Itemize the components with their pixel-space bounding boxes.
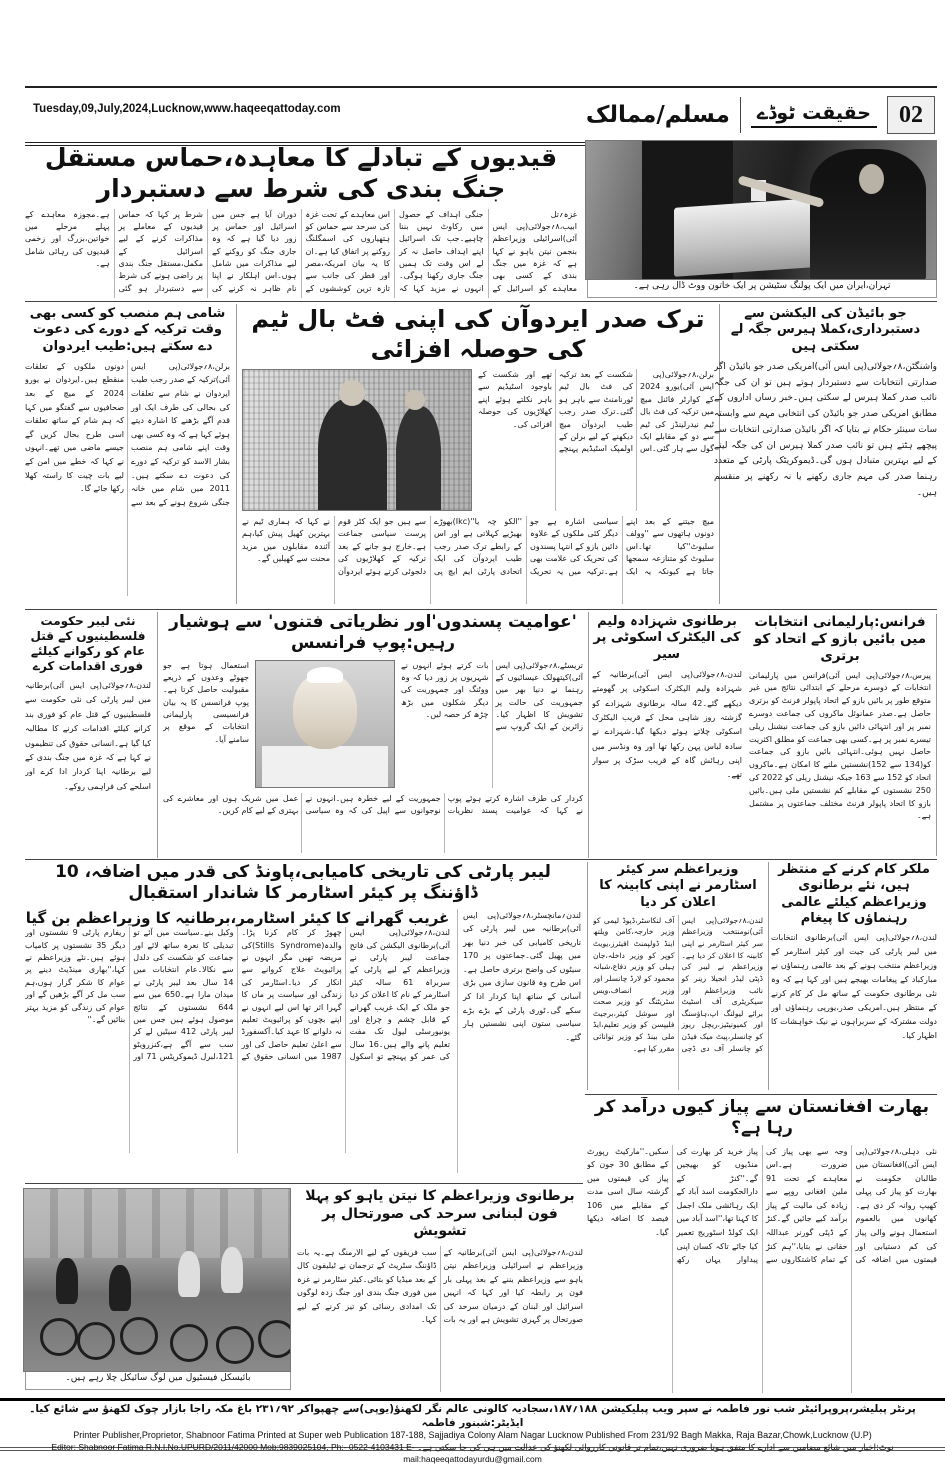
- article-erdogan-syria: [25, 306, 230, 604]
- bicycle-wheel-shape: [216, 1326, 254, 1364]
- article-labour-win: [25, 862, 581, 1180]
- headline-france: فرانس:پارلیمانی انتخابات میں بائیں بازو کے اتحاد کو برتری: [753, 614, 927, 664]
- header-divider: [740, 97, 741, 133]
- erdogan-head-shape: [339, 380, 365, 406]
- cyclists-photo-figure: [25, 1188, 291, 1390]
- article-pope-francis: [157, 612, 589, 858]
- pope-photo: [255, 660, 395, 788]
- bicycle-wheel-shape: [258, 1320, 291, 1358]
- article-biden-harris: [714, 306, 937, 604]
- aliyev-silhouette: [396, 406, 442, 510]
- imprint-footer: [0, 1398, 945, 1465]
- article-starmer-cabinet: [587, 862, 769, 1090]
- article-pm-phone: [297, 1188, 583, 1392]
- headline-william: برطانوی شہزادہ ولیم کی الیکٹرک اسکوٹی پر سیر: [593, 614, 741, 662]
- masthead-logo: حقیقت ٹوڈے: [751, 102, 877, 128]
- article-world-leaders: [771, 862, 937, 1090]
- horizontal-rule: [585, 1094, 937, 1095]
- body-india-onion: نئی دہلی،۸؍جولائی(پی ایس آئی)افغانستان میں طالبان حکومت نے بھارت کو پیاز کی پہلی کھیپ روانہ کر دی ہے۔کھانوں میں بالعموم استعمال ہونے والی پیاز کی کم دستیابی اور قیمتوں میں اضافہ کی وجہ سے بھی پیاز کی ضرورت ہے۔اس معاہدے کے تحت 91 ملین افغانی روپے سے زیادہ کی مالیت کے پیاز برآمد کیے جائیں گے۔کنڑ کے ڈپٹی گورنر عبداللہ حقانی نے بتایا،''ہم کنڑ کے تمام کاشتکاروں سے پیاز خرید کر بھارت کی منڈیوں کو بھیجیں گے۔''کنڑ کے دارالحکومت اسد آباد کے ایک رہائشی ملک اجمل کا کہنا تھا،''اسد آباد میں ایک کولڈ اسٹوریج تعمیر کیا جائے تاکہ کسان اپنی پیداوار یہاں رکھ سکیں۔''مارکیٹ رپورٹ کے مطابق 30 جون کو پیاز کی قیمتوں میں گزشتہ سال اسی مدت کے مقابلے میں 106 فیصد کا اضافہ دیکھا گیا۔: [587, 1146, 937, 1265]
- cyclist-silhouette: [56, 1258, 78, 1304]
- body-biden: واشنگٹن،۸؍جولائی(پی ایس آئی)امریکی صدر جو بائیڈن اگر صدارتی انتخابات سے دستبردار ہوتے ہیں تو ان کی جگہ نائب صدر کملا ہیرس لے سکتی ہیں۔خبر رساں اداروں کے مطابق امریکی صدر جو بائیڈن کی انتخابی مہم سے وابستہ سات سینئر حکام نے بتایا کہ اگر بائیڈن صدارتی انتخابات سے پیچھے ہٹتے ہیں تو نائب صدر کملا ہیرس ان کی جگہ لینے کے لیے بہترین متبادل ہوں گی۔ڈیموکریٹک پارٹی کے متعدد رہنما صدر کی مہم جاری رکھنے یا نہ رکھنے پر منقسم ہیں۔: [714, 361, 937, 498]
- article-labour-palestine: [25, 614, 151, 856]
- voting-photo-figure: [587, 140, 937, 298]
- buildings-shape: [24, 1189, 290, 1258]
- ballot-box-shape: [674, 198, 814, 277]
- body-pope-bottom: کردار کی طرف اشارہ کرتے ہوئے پوپ نے کہا کہ عوامیت پسند نظریات جمہوریت کے لیے خطرہ ہیں۔انہوں نے نوجوانوں سے اپیل کی کہ وہ سیاسی عمل میں شریک ہوں اور معاشرے کی بہتری کے لیے کام کریں۔: [163, 793, 583, 815]
- headline-hamas: قیدیوں کے تبادلے کا معاہدہ،حماس مستقل جنگ بندی کی شرط سے دستبردار: [44, 143, 558, 204]
- imprint-urdu: پرنٹر پبلیشر،پروپرائیٹر شب نور فاطمہ نے سپر ویب پبلیکیشن ۱۸۸؍۱۸۷،سجادیہ کالونی عالم نگر لکھنؤ(یوپی)سے چھپواکر ۹۲؍۲۳۱ باغ مکہ راجا بازار چوک لکھنؤ سے شائع کیا۔ایڈیٹر:شبنور فاطمہ: [29, 1403, 916, 1429]
- headline-biden: جو بائیڈن کی الیکشن سے دستبرداری،کملا ہیرس جگہ لے سکتی ہیں: [730, 306, 921, 354]
- bicycle-wheel-shape: [40, 1318, 78, 1356]
- football-upper-row: [242, 369, 714, 511]
- body-labour-side: لندن؍مانچسٹر،۸؍جولائی(پی ایس آئی)برطانیہ میں لیبر پارٹی کی تاریخی کامیابی کی خبر دنیا بھر میں پھیل گئی۔جماعتوں پر 170 سیٹوں کی واضح برتری حاصل ہے۔اس طرح وہ قانون سازی میں بڑی آسانی کے ساتھ اپنا کردار ادا کر سکے گی۔ٹوری پارٹی کے بڑے بڑے سیاسی ستون اپنی نشستیں ہار گئے۔: [457, 909, 581, 1173]
- cyclist-silhouette: [221, 1247, 243, 1293]
- body-pope-left: استعمال ہوتا ہے جو جھوٹے وعدوں کے ذریعے مقبولیت حاصل کرتا ہے۔پوپ فرانسس کا یہ بیان فرانسیسی پارلیمانی انتخابات کے موقع پر سامنے آیا۔: [163, 660, 249, 744]
- bicycle-wheel-shape: [120, 1317, 158, 1355]
- subheadline-starmer: غریب گھرانے کا کیئر اسٹارمر،برطانیہ کا وزیراعظم بن گیا: [25, 908, 450, 927]
- headline-labour-win: لیبر پارٹی کی تاریخی کامیابی،پاونڈ کی قدر میں اضافہ، 10 ڈاؤننگ پر کیئر اسٹارمر کا شاندار استقبال: [55, 862, 551, 904]
- headline-labour-palestine: نئی لیبر حکومت فلسطینیوں کے قتل عام کو رکوانے کیلئے فوری اقدامات کرے: [30, 614, 146, 673]
- body-football-lead: برلن،۸؍جولائی(پی ایس آئی)یورو 2024 کے کوارٹر فائنل میچ میں ترکیہ کی فٹ بال ٹیم نیدرلینڈز کی ٹیم سے دو کے مقابلے ایک گول سے ہار گئی۔اس شکست کے بعد ترکیہ کی فٹ بال ٹیم ٹورنامنٹ سے باہر ہو گئی۔ترک صدر رجب طیب ایردوآن میچ دیکھنے کے لیے برلن کے اولمپک اسٹیڈیم پہنچے تھے اور شکست کے باوجود اسٹیڈیم سے باہر نکلتے ہوئے اپنے کھلاڑیوں کی حوصلہ افزائی کی۔: [478, 370, 714, 454]
- header-bar: [25, 86, 937, 146]
- body-pm-phone: لندن،۸؍جولائی(پی ایس آئی)برطانیہ کے وزیراعظم نے اسرائیلی وزیراعظم نیتن یاہو سے وزیراعظم بننے کے بعد پہلی بار فون پر رابطہ کیا اور کہا کہ انہیں اسرائیل اور لبنان کے درمیان سرحد کی صورتحال پر گہری تشویش ہے اور یہ بات سب فریقوں کے لیے الارمنگ ہے۔یہ بات ڈاؤننگ سٹریٹ کے ترجمان نے ٹیلیفون کال کے بعد میڈیا کو بتائی۔کیئر سٹارمر نے غزہ میں فوری جنگ بندی اور جنگ زدہ لوگوں تک امدادی رسائی کو تیز کرنے کے لیے کہا۔: [297, 1247, 583, 1325]
- headline-world-leaders: ملکر کام کرنے کے منتظر ہیں، نئے برطانوی وزیراعظم کیلئے عالمی رہنماؤں کا پیغام: [778, 862, 930, 926]
- headline-pope: 'عوامیت پسندوں'اور نظریاتی فتنوں' سے ہوشیار رہیں:پوپ فرانسس: [169, 612, 577, 654]
- headline-pm-phone: برطانوی وزیراعظم کا نیتن یاہو کو پہلا فون لبنانی سرحد کی صورتحال پر تشویش: [305, 1188, 575, 1239]
- article-hamas-ceasefire: [25, 142, 577, 298]
- section-label: مسلم/ممالک: [585, 102, 730, 128]
- headline-erdogan-syria: شامی ہم منصب کو کسی بھی وقت ترکیہ کے دورے کی دعوت دے سکتے ہیں:طیب ایردوان: [29, 306, 226, 354]
- pope-upper-row: [163, 660, 583, 788]
- aliyev-head-shape: [405, 390, 425, 410]
- bicycle-wheel-shape: [170, 1324, 208, 1362]
- voting-photo-caption: تہران،ایران میں ایک پولنگ سٹیشن پر ایک خاتون ووٹ ڈال رہی ہے۔: [587, 280, 937, 298]
- headline-india-onion: بھارت افغانستان سے پیاز کیوں درآمد کر رہا ہے؟: [594, 1097, 930, 1139]
- body-pope-right: تریسٹے،۸؍جولائی(پی ایس آئی)کیتھولک عیسائیوں کے رہنما نے دنیا بھر میں جمہوریت کی حالت پر تشویش کا اظہار کیا۔زائرین کے ایک گروپ سے بات کرتے ہوئے انہوں نے شہریوں پر زور دیا کہ وہ ووٹنگ اور جمہوریت کی دیگر شکلوں میں بڑھ چڑھ کر حصہ لیں۔: [401, 660, 583, 732]
- body-william: لندن،۸؍جولائی(پی ایس آئی)برطانیہ کے شہزادہ ولیم الیکٹرک اسکوٹی پر گھومتے دیکھے گئے۔42 سالہ برطانوی شہزادے کو گزشتہ روز شاہی محل کے قریب الیکٹرک اسکوٹی چلاتے ہوئے دیکھا گیا۔شہزادے نے سادہ لباس پہن رکھا تھا اور وہ ونڈسر میں اپنی رہائش گاہ کے قریب سڑک پر سوار تھے۔: [592, 669, 742, 780]
- page-number: 02: [887, 96, 935, 134]
- labour-sub-article: [25, 909, 450, 1154]
- body-labour-palestine: لندن،۸؍جولائی(پی ایس آئی)برطانیہ میں لیبر پارٹی کی نئی حکومت سے فلسطینیوں کے قتل عام کو فوری بند کرانے کیلئے اقدامات کرنے کا مطالبہ کیا گیا ہے۔انسانی حقوق کی تنظیموں نے کہا ہے کہ غزہ میں جنگ بندی کے لیے برطانیہ اپنا کردار ادا کرے اور اسلحے کی فراہمی روکے۔: [25, 681, 151, 791]
- cyclist-silhouette: [109, 1265, 131, 1311]
- labour-row: [25, 909, 581, 1173]
- dateline: Tuesday,09,July,2024,Lucknow,www.haqeeqattoday.com: [33, 103, 341, 115]
- pope-head-shape: [293, 673, 356, 749]
- imprint-editor-contact: Editor: Shabnoor Fatima R.N.I.No.UPURD/2011/42000 Mob:9839025104, Ph:- 0522-4103431 E-mail:haqeeqattodayurdu@gmail.com: [51, 1441, 542, 1465]
- bicycle-wheel-shape: [77, 1322, 115, 1360]
- article-india-onion: [587, 1097, 937, 1393]
- voting-photo: [585, 140, 937, 280]
- article-prince-william: [592, 614, 742, 856]
- cyclist-silhouette: [178, 1251, 200, 1297]
- body-world-leaders: لندن،۸؍جولائی(پی ایس آئی)برطانوی انتخابات میں لیبر پارٹی کی جیت اور کیئر اسٹارمر کے وزیراعظم منتخب ہونے کے بعد عالمی رہنماؤں نے مبارکباد کے پیغامات بھیجے ہیں اور کہا ہے کہ وہ نئی برطانوی حکومت کے ساتھ مل کر کام کرنے کے منتظر ہیں۔امریکی صدر،یورپی رہنماؤں اور دولت مشترکہ کے سربراہوں نے نیک خواہشات کا اظہار کیا۔: [771, 933, 937, 1040]
- article-france-elections: [749, 614, 937, 856]
- cyclists-photo-caption: بائیسکل فیسٹیول میں لوگ سائیکل چلا رہے ہیں۔: [25, 1372, 291, 1390]
- imprint-english: Printer Publisher,Proprietor, Shabnoor Fatima Printed at Super web Publication 187-188, Sajjadiya Colony Alam Nagar Lucknow Published From 231/92 Bagh Makka, Raja Bazar,Chowk,Lucknow (U.P): [73, 1430, 872, 1441]
- headline-erdogan-football: ترک صدر ایردوآن کی اپنی فٹ بال ٹیم کی حوصلہ افزائی: [251, 305, 705, 363]
- article-erdogan-football: [236, 304, 720, 604]
- stadium-photo: [242, 369, 472, 511]
- horizontal-rule: [25, 859, 937, 860]
- cyclists-photo: [23, 1188, 291, 1372]
- imprint-editor-line: [0, 1442, 945, 1466]
- horizontal-rule: [25, 1183, 583, 1184]
- body-hamas: غزہ؍تل ابیب،۸؍جولائی(پی ایس آئی)اسرائیلی وزیراعظم بنجمن نیتن یاہو نے کہا ہے کہ غزہ میں جنگ بندی کے کسی بھی معاہدے کو اسرائیل کے جنگی اہداف کے حصول میں رکاوٹ نہیں بننا چاہیے۔جب تک اسرائیل اپنے اہداف حاصل نہ کر لے اس وقت تک ہمیں جنگ جاری رکھنا ہوگی۔انہوں نے مزید کہا کہ اس معاہدے کے تحت غزہ کی سرحد سے حماس کو ہتھیاروں کی اسمگلنگ روکنے پر اتفاق کیا ہے۔ان کا یہ بیان امریکہ،مصر اور قطر کی جانب سے تازہ ترین کوششوں کے دوران آیا ہے جس میں اسرائیل اور حماس پر زور دیا گیا ہے کہ وہ جاری جنگ کو روکنے کے لیے مذاکرات میں شامل ہوں۔اس اہلکار نے اپنا نام ظاہر نہ کرنے کی شرط پر کہا کہ حماس قیدیوں کے معاملے پر مذاکرات کرنے کے لیے اسرائیل کے مکمل،مستقل جنگ بندی پر راضی ہونے کی شرط سے دستبردار ہو گئی ہے۔مجوزہ معاہدے کے پہلے مرحلے میں خواتین،بزرگ اور زخمی قیدیوں کی رہائی شامل ہے۔: [25, 209, 577, 293]
- body-cabinet: لندن،۸؍جولائی(پی ایس آئی)نومنتخب وزیراعظم سر کیئر اسٹارمر نے اپنی کابینہ کا اعلان کر دیا ہے۔وزیراعظم نے لیبر کی ڈپٹی لیڈر انجیلا رینر کو نائب وزیراعظم اور سیکریٹری آف اسٹیٹ برائے لیولنگ اپ،ہاؤسنگ اور کمیونیٹیز،ریچل ریوز کو چانسلر،پیٹ میک فیڈن کو چانسلر آف دی ڈچی آف لنکاسٹر،ڈیوڈ لیمی کو وزیر خارجہ،کامن ویلتھ اینڈ ڈولپمنٹ افیئرز،یویٹ کوپر کو وزیر داخلہ،جان ہیلی کو وزیر دفاع،شبانہ محمود کو لارڈ چانسلر اور وزیر انصاف،ویس سٹریٹنگ کو وزیر صحت اور سوشل کیئر،برجیٹ فلیپسن کو وزیر تعلیم،ایڈ ملی بینڈ کو وزیر توانائی مقرر کیا ہے۔: [593, 915, 763, 1053]
- horizontal-rule: [25, 609, 937, 610]
- horizontal-rule: [25, 301, 937, 302]
- voter-face-shape: [859, 164, 884, 194]
- headline-cabinet: وزیراعظم سر کیئر اسٹارمر نے اپنی کابینہ کا اعلان کر دیا: [599, 862, 757, 910]
- body-football-more: میچ جیتنے کے بعد اپنے دونوں ہاتھوں سے ''وولف سلیوٹ''کیا تھا۔اس سلیوٹ کو متنازعہ سمجھا جاتا ہے کیونکہ یہ ایک سیاسی اشارہ ہے جو دیگر کئی ملکوں کے علاوہ دائیں بازو کے انتہا پسندوں کی تحریک کی علامت بھی ہے۔ترکیہ میں یہ تحریک ''الکو چہ یا''(Ikc)بھوڑے بھیڑیے کہلاتی ہے اور اس کے رابطے ترک صدر رجب طیب ایردوآن کی ایک اتحادی پارٹی ایم ایچ پی سے ہیں جو ایک کٹر قوم پرست سیاسی جماعت ہے۔خارج ہو جانے کے بعد ترکیہ کے کھلاڑیوں کی دلجوئی کرتے ہوئے ایردوآن نے کہا کہ ہماری ٹیم نے بہترین کھیل پیش کیا،ہم آئندہ مقابلوں میں مزید محنت سے کھیلیں گے۔: [242, 517, 714, 576]
- body-labour-win: لندن،۸؍جولائی(پی ایس آئی)برطانوی الیکشن کی فاتح جماعت لیبر پارٹی نے وزیراعظم کے لیے پارٹی کے سربراہ 61 سالہ کیئر اسٹارمر کے نام کا اعلان کر دیا جو ملک کے ایک غریب گھرانے کے قابل چشم و چراغ اور یونیورسٹی لیول تک مفت تعلیم پانے والے ہیں۔16 سال کی عمر کو پہنچے تو اسکول چھوڑ کر کام کرنا پڑا۔والدہ(Stills Syndrome)کی مریضہ تھیں مگر انہوں نے پرائیویٹ علاج کروانے سے انکار کر دیا۔اسٹارمر کی زندگی اور سیاست پر ماں کا گہرا اثر تھا اس لیے انہوں نے اپنے بچوں کو پرائیویٹ تعلیم نہ دلوانے کا عہد کیا۔آکسفورڈ سے اعلیٰ تعلیم حاصل کی اور 1987 میں انسانی حقوق کے وکیل بنے۔سیاست میں آئے تو تبدیلی کا نعرہ ساتھ لائے اور جماعت کو شکست کی دلدل سے نکالا۔عام انتخابات میں 14 سال بعد لیبر پارٹی نے میدان مارا ہے۔650 میں سے 644 نشستوں کے نتائج موصول ہوئے ہیں جس میں لیبر پارٹی 412 سیٹیں لے کر سب سے آگے ہے،کنزرویٹو 121،لبرل ڈیموکریٹس 71 اور ریفارم پارٹی 9 نشستوں اور دیگر 35 نشستوں پر کامیاب ہوئے ہیں۔نئے وزیراعظم نے کہا،''بھاری مینڈیٹ دینے پر عوام کا شکر گزار ہوں،ہم سب مل کر آگے بڑھیں گے اور عوام کی زندگی کو مزید بہتر بنائیں گے۔'': [25, 928, 450, 1062]
- erdogan-silhouette: [318, 398, 386, 510]
- body-france: پیرس،۸؍جولائی(پی ایس آئی)فرانس میں پارلیمانی انتخابات کے دوسرے مرحلے کے ابتدائی نتائج میں غیر متوقع طور پر بائیں بازو کے اتحاد پاپولر فرنٹ کو برتری حاصل ہے۔صدر عمانوئل ماکروں کی جماعت دوسرے نمبر پر اور انتہائی دائیں بازو کی جماعت نیشنل ریلی تیسرے نمبر پر ہے۔کسی بھی جماعت کو مطلق اکثریت حاصل نہیں ہوئی۔انتہائی بائیں بازو کی جماعت کو(134 سے 152)نشستیں ملنے کا امکان ہے۔ماکروں اتحاد کو 152 سے 163 جبکہ نیشنل ریلی کو 2022 کی 250 نشستوں کے مقابلے کم نشستیں ملی ہیں۔بائیں بازو کا اتحاد پاپولر فرنٹ مختلف جماعتوں پر مشتمل ہے۔: [749, 670, 931, 821]
- body-erdogan-syria: برلن،۸؍جولائی(پی ایس آئی)ترکیہ کے صدر رجب طیب ایردوان نے شام سے تعلقات کی بحالی کی طرف ایک اور قدم آگے بڑھنے کا اشارہ دیتے ہوئے کہا ہے کہ وہ کسی بھی وقت اپنے شامی ہم منصب بشار الاسد کو ترکیہ کے دورے کی دعوت دے سکتے ہیں۔2011 میں شام میں خانہ جنگی شروع ہونے کے بعد سے دونوں ملکوں کے تعلقات منقطع ہیں۔ایردوان نے یورو 2024 کے میچ کے بعد صحافیوں سے گفتگو میں کہا کہ ہم شام کے ساتھ تعلقات اسی طرح بحال کریں گے جیسے ماضی میں تھے۔انہوں نے کہا کہ خطے میں امن کے لیے بات چیت کا راستہ کھلا رکھا جائے گا۔: [25, 361, 230, 507]
- pope-cap-shape: [307, 667, 343, 683]
- pope-robe-shape: [262, 746, 389, 786]
- imprint-note-urdu: نوٹ:اخبار میں شائع مضامین سے ادارے کا متفق ہونا ضروری نہیں،تمام تر قانونی کارروائی لکھنؤ کی عدالت میں ہی کی جا سکتی ہے۔: [417, 1442, 894, 1453]
